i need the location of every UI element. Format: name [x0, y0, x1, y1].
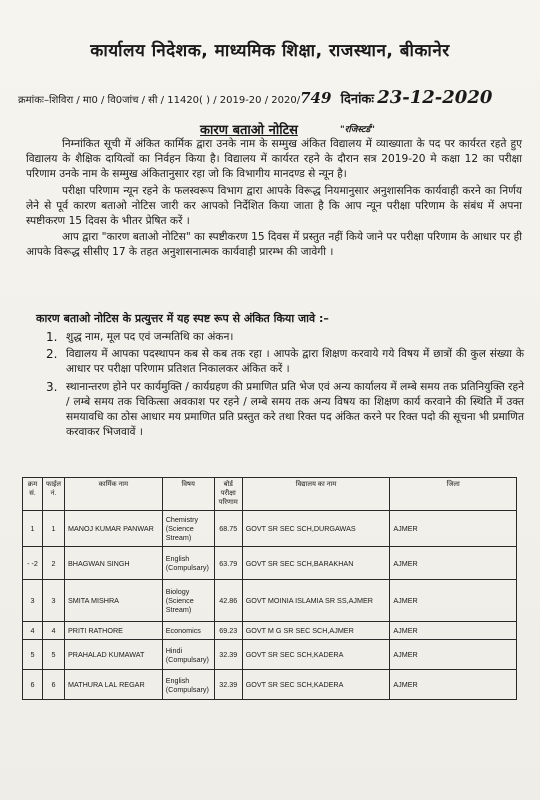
table-row	[23, 547, 517, 580]
result-cell: 32.39	[214, 640, 242, 670]
table-row	[23, 580, 517, 622]
notice-title: कारण बताओ नोटिस	[200, 123, 298, 138]
notice-body	[26, 137, 522, 262]
handwritten-date: 23-12-2020	[377, 87, 493, 108]
point-number: 2.	[46, 347, 58, 362]
school-cell: GOVT SR SEC SCH,KADERA	[242, 640, 390, 670]
paragraph: परीक्षा परिणाम न्यून रहने के फलस्वरूप विभाग द्वारा आपके विरूद्ध नियमानुसार अनुशासनिक कार्यवाही करने का निर्णय लेने से पूर्व कारण बताओ नोटिस जारी कर आपको निर्देशित किया जाता है कि आप न्यून परीक्षा परिणाम के संबंध में अपना स्पष्टीकरण 15 दिवस के भीतर प्रेषित करें ।	[26, 184, 522, 228]
staff-name-cell: PRITI RATHORE	[64, 622, 162, 640]
point-text: विद्यालय में आपका पदस्थापन कब से कब तक रहा । आपके द्वारा शिक्षण करवाये गये विषय में छात्रों की कुल संख्या के आधार पर परीक्षा परिणाम प्रतिशत निकालकर अंकित करें ।	[66, 348, 524, 376]
district-cell: AJMER	[390, 640, 517, 670]
handwritten-dispatch-number: 749	[300, 89, 332, 107]
column-header: फाईल नं.	[42, 478, 64, 511]
list-item	[46, 380, 524, 441]
result-cell: 42.86	[214, 580, 242, 622]
staff-name-cell: PRAHALAD KUMAWAT	[64, 640, 162, 670]
staff-name-cell: MANOJ KUMAR PANWAR	[64, 511, 162, 547]
table-row	[23, 622, 517, 640]
office-header: कार्यालय निदेशक, माध्यमिक शिक्षा, राजस्थान, बीकानेर	[90, 41, 450, 61]
date-label: दिनांकः	[340, 92, 375, 107]
file-no-cell: 1	[42, 511, 64, 547]
file-no-cell: 5	[42, 640, 64, 670]
subject-cell: Economics	[162, 622, 214, 640]
serial-cell: - -2	[23, 547, 43, 580]
reference-line	[18, 87, 523, 108]
list-item	[46, 347, 524, 377]
result-cell: 69.23	[214, 622, 242, 640]
school-cell: GOVT SR SEC SCH,KADERA	[242, 670, 390, 700]
staff-results-table	[22, 477, 517, 700]
table-header-row	[23, 478, 517, 511]
district-cell: AJMER	[390, 547, 517, 580]
table-row	[23, 670, 517, 700]
subject-cell: Hindi (Compulsary)	[162, 640, 214, 670]
district-cell: AJMER	[390, 622, 517, 640]
staff-name-cell: SMITA MISHRA	[64, 580, 162, 622]
result-cell: 68.75	[214, 511, 242, 547]
column-header: जिला	[390, 478, 517, 511]
subject-cell: English (Compulsary)	[162, 547, 214, 580]
file-no-cell: 4	[42, 622, 64, 640]
district-cell: AJMER	[390, 511, 517, 547]
table-row	[23, 511, 517, 547]
reply-points-list	[46, 330, 524, 442]
page-bottom-margin	[0, 726, 540, 800]
paragraph: आप द्वारा "कारण बताओ नोटिस" का स्पष्टीकरण 15 दिवस में प्रस्तुत नहीं किये जाने पर परीक्षा परिणाम के आधार पर ही आपके विरूद्ध सीसीए 17 के तहत अनुशासनात्मक कार्यवाही प्रारम्भ की जावेगी ।	[26, 231, 522, 259]
reply-instructions-heading: कारण बताओ नोटिस के प्रत्युत्तर में यह स्पष्ट रूप से अंकित किया जावे :–	[36, 312, 329, 325]
file-no-cell: 6	[42, 670, 64, 700]
serial-cell: 5	[23, 640, 43, 670]
school-cell: GOVT MOINIA ISLAMIA SR SS,AJMER	[242, 580, 390, 622]
district-cell: AJMER	[390, 670, 517, 700]
subject-cell: English (Compulsary)	[162, 670, 214, 700]
result-cell: 63.79	[214, 547, 242, 580]
column-header: विद्यालय का नाम	[242, 478, 390, 511]
column-header: बोर्ड परीक्षा परिणाम	[214, 478, 242, 511]
file-no-cell: 2	[42, 547, 64, 580]
staff-name-cell: BHAGWAN SINGH	[64, 547, 162, 580]
subject-cell: Biology (Science Stream)	[162, 580, 214, 622]
school-cell: GOVT SR SEC SCH,BARAKHAN	[242, 547, 390, 580]
point-text: शुद्ध नाम, मूल पद एवं जन्मतिथि का अंकन।	[66, 331, 234, 343]
result-cell: 32.39	[214, 670, 242, 700]
column-header: विषय	[162, 478, 214, 511]
serial-cell: 4	[23, 622, 43, 640]
list-item	[46, 330, 524, 345]
district-cell: AJMER	[390, 580, 517, 622]
point-number: 3.	[46, 379, 58, 394]
reference-number: क्रमांकः–शिविरा / मा0 / वि0जांच / सी / 11420( ) / 2019-20 / 2020/	[18, 95, 301, 106]
serial-cell: 6	[23, 670, 43, 700]
serial-cell: 3	[23, 580, 43, 622]
column-header: क्रम सं.	[23, 478, 43, 511]
paragraph: निम्नांकित सूची में अंकित कार्मिक द्वारा उनके नाम के सम्मुख अंकित विद्यालय में व्याख्याता के पद पर कार्यरत रहते हुए विद्यालय के शैक्षिक दायित्वों का निर्वहन किया है। विद्यालय में कार्यरत रहने के दौरान सत्र 2019-20 मे कक्षा 12 का परीक्षा परिणाम उनके नाम के सम्मुख अंकितानुसार रहा जो कि विभागीय मानदण्ड से न्यून है।	[26, 138, 522, 181]
file-no-cell: 3	[42, 580, 64, 622]
registered-mark: "रजिस्टर्ड"	[340, 125, 375, 135]
column-header: कार्मिक नाम	[64, 478, 162, 511]
staff-name-cell: MATHURA LAL REGAR	[64, 670, 162, 700]
serial-cell: 1	[23, 511, 43, 547]
school-cell: GOVT SR SEC SCH,DURGAWAS	[242, 511, 390, 547]
table-row	[23, 640, 517, 670]
point-number: 1.	[46, 330, 58, 344]
school-cell: GOVT M G SR SEC SCH,AJMER	[242, 622, 390, 640]
point-text: स्थानान्तरण होने पर कार्यमुक्ति / कार्यग्रहण की प्रमाणित प्रति भेज एवं अन्य कार्यालय में लम्बे समय तक प्रतिनियुक्ति रहने / लम्बे समय तक चिकित्सा अवकाश पर रहने / लम्बे समय तक अन्य विषय का शिक्षण कार्य करवाने की स्थिति में उक्त समयावधि का ठोस आधार मय प्रमाणित प्रति प्रस्तुत करे तथा रिक्त पद अंकित करने पर रिक्त पदो की सूचना भी प्रमाणित करवाकर भिजवावें ।	[66, 380, 524, 439]
subject-cell: Chemistry (Science Stream)	[162, 511, 214, 547]
